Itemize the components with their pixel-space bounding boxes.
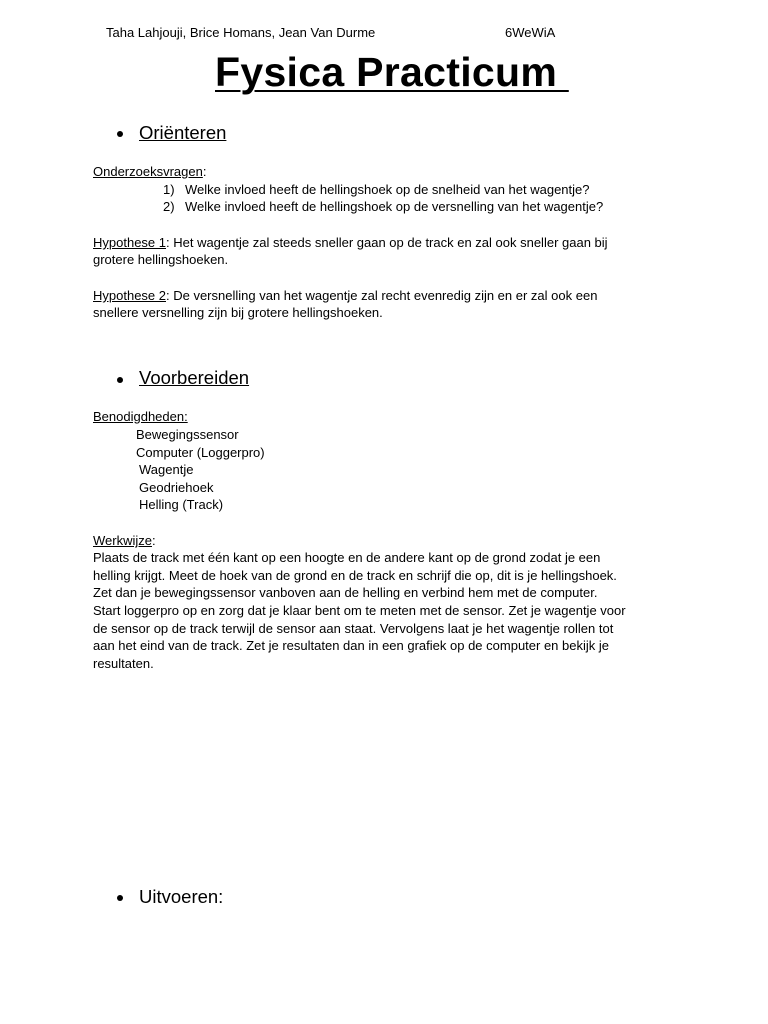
research-questions-label: Onderzoeksvragen	[93, 164, 203, 179]
question-1-text: Welke invloed heeft de hellingshoek op de snelheid van het wagentje?	[185, 182, 590, 197]
hypothesis-1-text: : Het wagentje zal steeds sneller gaan op de track en zal ook sneller gaan bij	[166, 235, 608, 250]
material-item: Helling (Track)	[139, 497, 224, 512]
method-line: resultaten.	[93, 656, 154, 671]
hypothesis-1-line-1	[93, 234, 608, 252]
page-title: Fysica Practicum	[215, 49, 569, 95]
method-line: Plaats de track met één kant op een hoogte en de andere kant op de grond zodat je een	[93, 550, 601, 565]
research-questions-colon: :	[202, 164, 207, 179]
header-class-code: 6WeWiA	[505, 25, 556, 40]
hypothesis-1-label: Hypothese 1	[93, 235, 166, 250]
section-title-voorbereiden: Voorbereiden	[139, 367, 250, 388]
bullet-orienteren	[117, 131, 123, 137]
section-title-orienteren: Oriënteren	[139, 122, 227, 143]
method-line: Zet dan je bewegingssensor vanboven aan de helling en verbind hem met de computer.	[93, 585, 598, 600]
question-2-text: Welke invloed heeft de hellingshoek op de versnelling van het wagentje?	[185, 199, 604, 214]
method-line: de sensor op de track terwijl de sensor aan staat. Vervolgens laat je het wagentje rollen tot	[93, 621, 614, 636]
method-label: Werkwijze	[93, 533, 152, 548]
method-line: aan het eind van de track. Zet je resultaten dan in een grafiek op de computer en bekijk je	[93, 638, 609, 653]
hypothesis-2-line-2: snellere versnelling zijn bij grotere hellingshoeken.	[93, 305, 383, 320]
header-authors: Taha Lahjouji, Brice Homans, Jean Van Durme	[106, 25, 376, 40]
question-2	[163, 198, 604, 216]
hypothesis-1-line-2: grotere hellingshoeken.	[93, 252, 229, 267]
materials-heading: Benodigdheden:	[93, 409, 188, 424]
method-colon: :	[152, 533, 156, 548]
method-heading	[93, 532, 156, 550]
hypothesis-2-line-1	[93, 287, 597, 305]
question-2-number: 2)	[163, 199, 175, 214]
section-title-uitvoeren: Uitvoeren:	[139, 886, 224, 907]
method-line: Start loggerpro op en zorg dat je klaar bent om te meten met de sensor. Zet je wagentje voor	[93, 603, 626, 618]
question-1-number: 1)	[163, 182, 175, 197]
material-item: Geodriehoek	[139, 480, 214, 495]
hypothesis-2-text: : De versnelling van het wagentje zal recht evenredig zijn en er zal ook een	[166, 288, 598, 303]
material-item: Wagentje	[139, 462, 194, 477]
hypothesis-2-label: Hypothese 2	[93, 288, 166, 303]
material-item: Bewegingssensor	[136, 427, 239, 442]
question-1	[163, 181, 590, 199]
material-item: Computer (Loggerpro)	[136, 445, 265, 460]
bullet-uitvoeren	[117, 895, 123, 901]
method-line: helling krijgt. Meet de hoek van de grond en de track en schrijf die op, dit is je hellingshoek.	[93, 568, 617, 583]
bullet-voorbereiden	[117, 377, 123, 383]
research-questions-heading	[93, 163, 206, 181]
